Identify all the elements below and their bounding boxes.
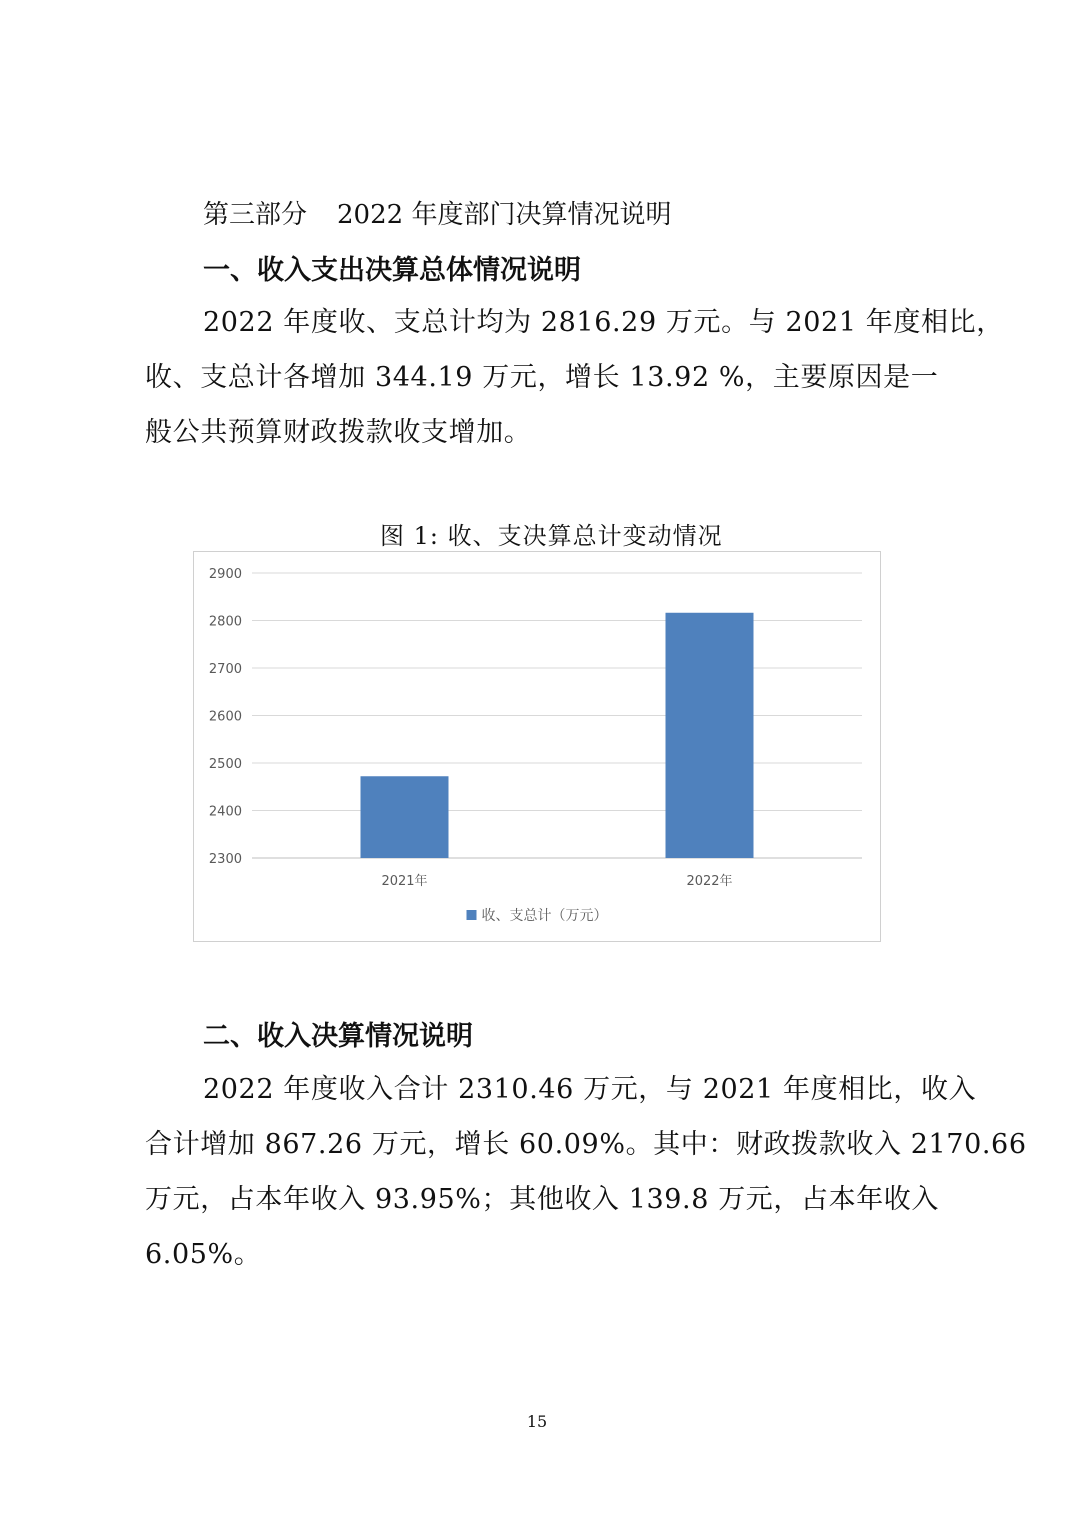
section2-paragraph-line: 合计增加 867.26 万元，增长 60.09%。其中：财政拨款收入 2170.66 <box>145 1129 1027 1160</box>
part-label: 第三部分 <box>203 200 308 230</box>
bar-chart-svg <box>194 552 880 941</box>
part-title-text: 2022 年度部门决算情况说明 <box>337 200 672 230</box>
section1-paragraph-line: 般公共预算财政拨款收支增加。 <box>145 417 532 448</box>
section1-paragraph-line: 2022 年度收、支总计均为 2816.29 万元。与 2021 年度相比， <box>203 307 1004 338</box>
section1-heading: 一、收入支出决算总体情况说明 <box>203 255 581 286</box>
y-tick-label: 2300 <box>208 852 242 867</box>
section1-paragraph-line: 收、支总计各增加 344.19 万元，增长 13.92 %，主要原因是一 <box>145 362 939 393</box>
y-tick-label: 2800 <box>208 614 242 630</box>
section2-paragraph-line: 2022 年度收入合计 2310.46 万元，与 2021 年度相比，收入 <box>203 1074 977 1105</box>
y-tick-label: 2500 <box>208 757 242 772</box>
page-number: 15 <box>526 1412 548 1431</box>
x-tick-label: 2021年 <box>381 874 428 889</box>
bar-chart <box>193 551 881 942</box>
y-tick-label: 2700 <box>208 662 242 677</box>
y-tick-label: 2400 <box>208 804 242 820</box>
part-title <box>203 194 671 231</box>
y-tick-label: 2600 <box>208 709 242 725</box>
bar <box>666 613 754 858</box>
legend-swatch <box>467 910 477 920</box>
section2-paragraph-line: 万元，占本年收入 93.95%；其他收入 139.8 万元，占本年收入 <box>145 1184 939 1215</box>
x-tick-label: 2022年 <box>686 874 733 889</box>
section2-heading: 二、收入决算情况说明 <box>203 1021 473 1052</box>
y-tick-label: 2900 <box>208 567 242 582</box>
bar <box>361 776 449 858</box>
figure-caption: 图 1: 收、支决算总计变动情况 <box>380 522 723 550</box>
section2-paragraph-line: 6.05%。 <box>145 1239 262 1270</box>
legend-label: 收、支总计（万元） <box>481 908 608 924</box>
